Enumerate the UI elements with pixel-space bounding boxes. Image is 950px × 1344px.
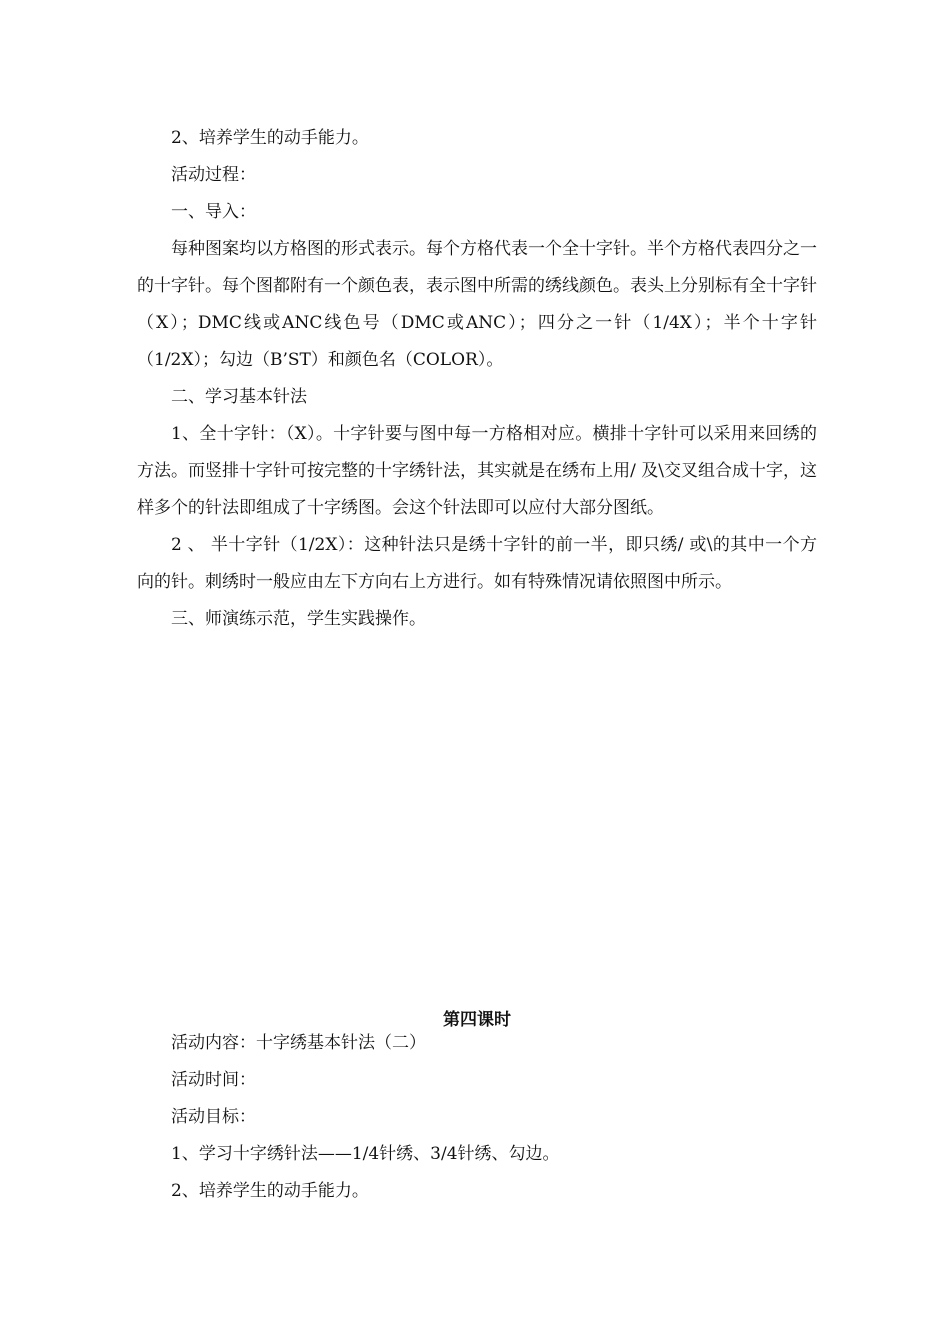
full-cross-stitch-paragraph: 1、全十字针：（X）。十字针要与图中每一方格相对应。横排十字针可以采用来回绣的方法。而竖排十字针可按完整的十字绣针法，其实就是在绣布上用/ 及\交叉组合成十字，这样多个的针法即组成了十字绣图。会这个针法即可以应付大部分图纸。 (137, 424, 817, 518)
lesson-four-title: 第四课时 (443, 1010, 511, 1030)
intro-paragraph: 每种图案均以方格图的形式表示。每个方格代表一个全十字针。半个方格代表四分之一的十字针。每个图都附有一个颜色表，表示图中所需的绣线颜色。表头上分别标有全十字针（X）；DMC线或ANC线色号（DMC或ANC）；四分之一针（1/4X）；半个十字针（1/2X）；勾边（B’ST）和颜色名（COLOR）。 (137, 239, 817, 370)
intro-heading: 一、导入： (171, 202, 256, 222)
basic-stitch-heading: 二、学习基本针法 (171, 387, 307, 407)
activity-goal-label: 活动目标： (171, 1107, 256, 1127)
goal-item-1: 1、学习十字绣针法——1/4针绣、3/4针绣、勾边。 (171, 1144, 560, 1164)
half-cross-stitch-paragraph: 2 、 半十字针（1/2X）：这种针法只是绣十字针的前一半，即只绣/ 或\的其中一个方向的针。刺绣时一般应由左下方向右上方进行。如有特殊情况请依照图中所示。 (137, 535, 817, 592)
demo-practice-heading: 三、师演练示范，学生实践操作。 (171, 609, 426, 629)
goal-item-2b: 2、培养学生的动手能力。 (171, 1181, 369, 1201)
lesson-four-content (137, 1025, 817, 1210)
goal-item-2: 2、培养学生的动手能力。 (171, 128, 369, 148)
activity-time: 活动时间： (171, 1070, 256, 1090)
activity-process-label: 活动过程： (171, 165, 256, 185)
lesson-three-content (137, 120, 817, 638)
activity-content: 活动内容：十字绣基本针法（二） (171, 1033, 426, 1053)
